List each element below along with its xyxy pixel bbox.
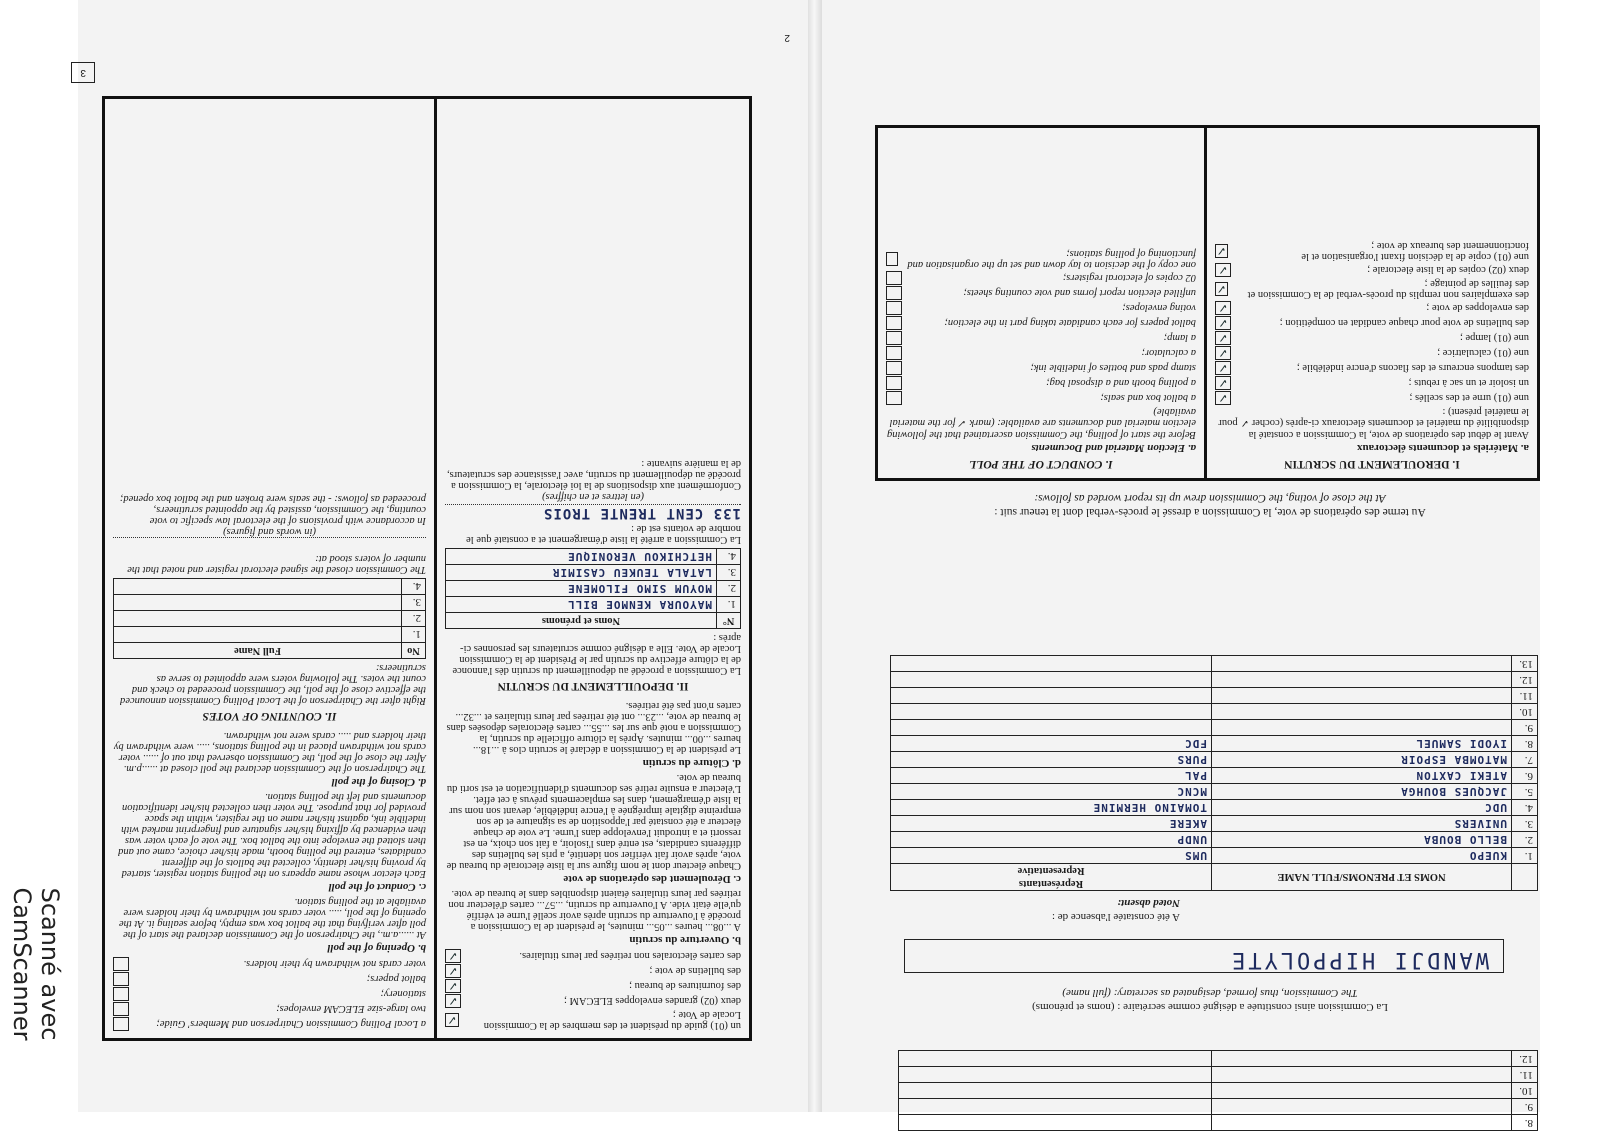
sub-b-fr: b. Ouverture du scrutin bbox=[629, 934, 741, 946]
absent-name bbox=[1212, 655, 1512, 671]
checklist-item bbox=[445, 979, 741, 993]
scr-head-name-fr: Noms et prénoms bbox=[446, 613, 717, 629]
checklist-item bbox=[886, 391, 1196, 405]
empty-cell bbox=[899, 1051, 1212, 1067]
table-row bbox=[899, 1099, 1538, 1115]
checklist-label: des tampons encreurs et des flacons d'encre indélébile ; bbox=[1296, 362, 1529, 374]
table-row bbox=[891, 831, 1538, 847]
text-c-fr: Chaque électeur dont le nom figure sur la liste électorale du bureau de vote, après avoir fait vérifier son identité, a pris les bulletins des différents candidats, est entré dans l'isoloir, a fait son choix, en est ressorti et a introduit l'enveloppe dans l'urne. Le vote de chaque électeur a été constaté par l'apposition de sa signature et de son empreinte digitale imprégnée à l'encre indélébile, devant son nom sur la liste d'émargement, dans les emplacements prévus à cet effet. L'électeur a ensuite retiré ses documents d'identification et est sorti du bureau de vote. bbox=[446, 772, 741, 871]
secretary-label-en: The Commission, thus formed, designated as secretary: (full name) bbox=[1062, 987, 1358, 1000]
checklist-item bbox=[113, 972, 426, 986]
text-d-fr: Le président de la Commission a déclaré le scrutin clos à ...18... heures ...00... minutes. Après la clôture officielle du scrutin, la Commission a noté que sur les ...55... cartes électorales déposées dans le bureau de vote, ...23... ont été retirées par leurs titulaires et ...32... cartes n'ont pas été retirées. bbox=[446, 700, 741, 755]
row-number: 5. bbox=[1512, 783, 1538, 799]
checklist-label: deux (02) copies de la liste électorale ; bbox=[1367, 264, 1529, 276]
scrutineer-name: MOYUM SIMO FILOMENE bbox=[446, 581, 717, 597]
checkbox-icon[interactable] bbox=[445, 949, 461, 963]
row-number: 13. bbox=[1512, 655, 1538, 671]
checklist-item bbox=[1215, 391, 1529, 405]
checklist-label: ballot papers; bbox=[366, 973, 426, 985]
sub-c-fr: c. Déroulement des opérations de vote bbox=[563, 873, 741, 885]
intro-fr: Avant le début des opérations de vote, la Commission a constaté la disponibilité du matériel et documents électoraux ci-après (cocher ✓ pour le matériel présent) : bbox=[1218, 406, 1529, 440]
absent-representative: FDC bbox=[891, 735, 1212, 751]
row-number: 10. bbox=[1512, 703, 1538, 719]
absent-name: JACQUES BOUHGA bbox=[1212, 783, 1512, 799]
table-row bbox=[891, 719, 1538, 735]
close-text-fr: Au terme des opérations de vote, la Commission a dressé le procès-verbal dont la teneur suit : bbox=[994, 506, 1426, 518]
checklist-label: des exemplaires non remplis du procès-verbal de la Commission et des feuilles de pointage ; bbox=[1247, 278, 1529, 300]
checklist-item bbox=[113, 1017, 426, 1031]
checkbox-icon[interactable] bbox=[886, 391, 902, 405]
absent-name: IYODI SAMUEL bbox=[1212, 735, 1512, 751]
checkbox-icon[interactable] bbox=[113, 987, 129, 1001]
absent-name: MATOMBA ESPOIR bbox=[1212, 751, 1512, 767]
absence-label-en: Noted absent: bbox=[1117, 897, 1180, 910]
text-d-en: The Chairperson of the Commission declared the poll closed at ......p.m. After the close of the poll, the Commission observed that out of ...... voter cards not withdrawn placed in the polling stations, ..... were withdrawn by their holders and ..... cards were not withdrawn. bbox=[113, 730, 426, 774]
section-title-fr: I. DEROULEMENT DU SCRUTIN bbox=[1284, 458, 1460, 470]
checklist-label: deux (02) grandes enveloppes ELECAM ; bbox=[564, 995, 741, 1007]
checklist-item bbox=[886, 331, 1196, 345]
section-title-en: I. CONDUCT OF THE POLL bbox=[969, 458, 1113, 470]
checklist-item bbox=[886, 271, 1196, 285]
absence-table bbox=[890, 655, 1538, 891]
row-number: 3. bbox=[717, 565, 741, 581]
absence-col-name: NOMS ET PRENOMS/FULL NAME bbox=[1212, 863, 1512, 890]
checkbox-icon[interactable] bbox=[1215, 244, 1228, 258]
checklist-item bbox=[113, 1002, 426, 1016]
checklist-item bbox=[886, 376, 1196, 390]
checklist-label: a ballot box and seals; bbox=[1100, 392, 1196, 404]
sub-b-en: b. Opening of the poll bbox=[327, 942, 426, 954]
row-number: 6. bbox=[1512, 767, 1538, 783]
checklist-label: a polling booth and a disposal bag; bbox=[1046, 377, 1196, 389]
scr-head-name-en: Full Name bbox=[114, 643, 402, 659]
checklist-label: une (01) calculatrice ; bbox=[1437, 347, 1529, 359]
text-c-en: Each elector whose name appears on the polling station register, started by proving his/her identity, collected the ballots of the different candidates, entered the polling booth, made his/her choice, came out and then slotted the envelope into the ballot box. The vote of each voter was then evidenced by affixing his/her signature and fingerprint marked with indelible ink, against his/her name on the register, within the space provided for that purpose. The voter then collected his/her identification documents and left the polling station. bbox=[118, 791, 426, 879]
absent-representative bbox=[891, 687, 1212, 703]
checkbox-icon[interactable] bbox=[1215, 301, 1231, 315]
row-number: 9. bbox=[1512, 1099, 1538, 1115]
empty-cell bbox=[1212, 1115, 1512, 1131]
row-number: 4. bbox=[1512, 799, 1538, 815]
left-fr-column bbox=[437, 99, 749, 1038]
table-row bbox=[899, 1083, 1538, 1099]
checkbox-icon[interactable] bbox=[1215, 316, 1231, 330]
checklist-item bbox=[886, 361, 1196, 375]
checklist-item bbox=[1215, 361, 1529, 375]
row-number: 8. bbox=[1512, 1115, 1538, 1131]
absence-label-fr: A été constatée l'absence de : bbox=[1051, 911, 1180, 923]
checklist-label: une (01) lampe ; bbox=[1459, 332, 1529, 344]
checklist-item bbox=[886, 301, 1196, 315]
checkbox-icon[interactable] bbox=[886, 286, 902, 300]
checkbox-icon[interactable] bbox=[1215, 282, 1228, 296]
row-number: 4. bbox=[717, 549, 741, 565]
row-number: 1. bbox=[717, 597, 741, 613]
row-number: 4. bbox=[402, 579, 426, 595]
table-row bbox=[446, 597, 741, 613]
absent-name bbox=[1212, 719, 1512, 735]
absent-name bbox=[1212, 671, 1512, 687]
end-text-en: In accordance with provisions of the electoral law specific to vote counting, the Commission, assisted by the appointed scrutineers, proceeded as follows: - the seals were broken and the ballot box opened; bbox=[119, 493, 426, 526]
checkbox-icon[interactable] bbox=[113, 1002, 129, 1016]
scrutineer-name: LATALA TEUKEU CASIMIR bbox=[446, 565, 717, 581]
checklist-label: a calculator; bbox=[1141, 347, 1196, 359]
table-row bbox=[114, 627, 426, 643]
scrutineers-table-fr bbox=[445, 548, 741, 629]
table-row bbox=[891, 735, 1538, 751]
checklist-item bbox=[886, 248, 1196, 270]
scrutineer-name bbox=[114, 579, 402, 595]
text-ii-fr: La Commission a procédé au dépouillement du scrutin dès l'annonce de la clôture effective du scrutin par le Président de la Commission Locale de Vote. Elle a désigné comme scrutateurs les personnes ci-après : bbox=[452, 632, 741, 676]
sub-c-en: c. Conduct of the poll bbox=[328, 881, 426, 893]
sub-a-en: a. Election Material and Documents bbox=[1031, 442, 1196, 454]
checkbox-icon[interactable] bbox=[445, 994, 461, 1008]
secretary-name: WANDJI HIPPOLYTE bbox=[1229, 947, 1489, 972]
checklist-item bbox=[1215, 240, 1529, 262]
absent-name bbox=[1212, 703, 1512, 719]
absence-col-rep: Représentants Representative bbox=[891, 863, 1212, 890]
camscanner-watermark bbox=[6, 796, 66, 1096]
checklist-label: des bulletins de vote pour chaque candidat en compétition ; bbox=[1279, 317, 1529, 329]
section-title2-en: II. COUNTING OF VOTES bbox=[202, 710, 337, 722]
checklist-item bbox=[886, 286, 1196, 300]
checklist-item bbox=[1215, 331, 1529, 345]
conduct-fr-column bbox=[1207, 128, 1537, 478]
checklist-label: 02 copies of electoral registers; bbox=[1062, 272, 1196, 284]
checklist-item bbox=[445, 1009, 741, 1031]
checkbox-icon[interactable] bbox=[886, 376, 902, 390]
checkbox-icon[interactable] bbox=[113, 1017, 129, 1031]
empty-cell bbox=[899, 1067, 1212, 1083]
row-number: 3. bbox=[402, 595, 426, 611]
checkbox-icon[interactable] bbox=[445, 979, 461, 993]
checklist-label: a lamp; bbox=[1163, 332, 1196, 344]
empty-cell bbox=[899, 1083, 1212, 1099]
checklist-item bbox=[445, 994, 741, 1008]
checklist-label: voting envelopes; bbox=[1122, 302, 1196, 314]
page-number-right: 2 bbox=[784, 32, 790, 43]
checklist-item bbox=[113, 987, 426, 1001]
absent-name: BELLO BOUBA bbox=[1212, 831, 1512, 847]
row-number: 9. bbox=[1512, 719, 1538, 735]
row-number: 7. bbox=[1512, 751, 1538, 767]
table-row bbox=[891, 671, 1538, 687]
scr-head-num-en: No bbox=[402, 643, 426, 659]
checklist-label: des enveloppes de vote ; bbox=[1426, 302, 1529, 314]
table-row bbox=[891, 847, 1538, 863]
absent-representative: TOMAINO HERMINE bbox=[891, 799, 1212, 815]
table-row bbox=[891, 687, 1538, 703]
checkbox-icon[interactable] bbox=[445, 964, 461, 978]
scrutineer-name bbox=[114, 595, 402, 611]
row-number: 1. bbox=[402, 627, 426, 643]
checklist-label: une (01) urne et des scellés ; bbox=[1409, 392, 1529, 404]
absent-representative: UMS bbox=[891, 847, 1212, 863]
absent-name bbox=[1212, 687, 1512, 703]
absent-name: ATEKI CAXTON bbox=[1212, 767, 1512, 783]
table-row bbox=[891, 767, 1538, 783]
checklist-label: un isoloir et un sac à rebuts ; bbox=[1408, 377, 1529, 389]
absent-representative bbox=[891, 719, 1212, 735]
scr-head-num-fr: N° bbox=[717, 613, 741, 629]
left-page-section-box bbox=[102, 96, 752, 1041]
checklist-label: voter cards not withdrawn by their holders. bbox=[243, 958, 426, 970]
row-number: 11. bbox=[1512, 687, 1538, 703]
table-row bbox=[899, 1051, 1538, 1067]
voters-text-en: The Commission closed the signed electoral register and noted that the number of voters stood at: bbox=[127, 553, 426, 575]
conduct-en-column bbox=[878, 128, 1207, 478]
checklist-label: une (01) copie de la décision fixant l'organisation et le fonctionnement des bureaux de vote ; bbox=[1301, 240, 1529, 262]
checklist-label: stamp pads and bottles of indelible ink; bbox=[1030, 362, 1196, 374]
sub-a-fr: a. Matériels et documents électoraux bbox=[1357, 442, 1529, 454]
camscanner-text: Scanné avec CamScanner bbox=[8, 887, 64, 1041]
table-row bbox=[899, 1115, 1538, 1131]
checkbox-icon[interactable] bbox=[886, 346, 902, 360]
scrutineer-name: MAYOURA KENMOE BILL bbox=[446, 597, 717, 613]
voters-text-fr: La Commission a arrêté la liste d'émargement et a constaté que le nombre de votants est de : bbox=[466, 523, 741, 545]
text-ii-en: Right after the Chairperson of the Local Polling Commission announced the effective close of the poll, the Commission proceeded to check and count the votes. The following voters were appointed to serve as scrutineers: bbox=[120, 662, 426, 706]
text-b-en: At ......a.m., the Chairperson of the Commission declared the start of the poll after verifying that the ballot box was empty, before sealing it. At the opening of the poll, ..... voter cards not withdrawn by their holders were available at the polling station. bbox=[118, 896, 426, 940]
scrutineer-name bbox=[114, 627, 402, 643]
table-row bbox=[891, 655, 1538, 671]
row-number: 1. bbox=[1512, 847, 1538, 863]
checklist-item bbox=[1215, 301, 1529, 315]
absent-representative: PURS bbox=[891, 751, 1212, 767]
empty-cell bbox=[899, 1099, 1212, 1115]
checkbox-icon[interactable] bbox=[886, 316, 902, 330]
checklist-label: unfilled election report forms and vote counting sheets; bbox=[963, 287, 1196, 299]
checkbox-icon[interactable] bbox=[1215, 331, 1231, 345]
checklist-label: des cartes électorales non retirées par leurs titulaires. bbox=[519, 950, 741, 962]
checklist-item bbox=[1215, 278, 1529, 300]
scrutineer-name: HETCHIKOU VERONIQUE bbox=[446, 549, 717, 565]
voters-note-en: (in words and figures) bbox=[223, 526, 316, 537]
sub-d-en: d. Closing of the poll bbox=[331, 776, 426, 788]
empty-cell bbox=[1212, 1099, 1512, 1115]
absent-name: UDC bbox=[1212, 799, 1512, 815]
table-row bbox=[891, 783, 1538, 799]
voters-value-fr: 133 CENT TRENTE TROIS bbox=[445, 504, 741, 521]
checklist-item bbox=[1215, 316, 1529, 330]
row-number: 2. bbox=[402, 611, 426, 627]
absent-representative: AKERE bbox=[891, 815, 1212, 831]
table-row bbox=[891, 799, 1538, 815]
row-number: 11. bbox=[1512, 1067, 1538, 1083]
intro-en: Before the start of polling, the Commission ascertained that the following election material and documents are available: (mark ✓ for the material available) bbox=[886, 406, 1196, 440]
checkbox-icon[interactable] bbox=[886, 361, 902, 375]
table-row bbox=[114, 595, 426, 611]
checklist-label: stationery; bbox=[380, 988, 426, 1000]
checkbox-icon[interactable] bbox=[113, 957, 129, 971]
checkbox-icon[interactable] bbox=[886, 301, 902, 315]
table-row bbox=[891, 815, 1538, 831]
sub-d-fr: d. Clôture du scrutin bbox=[642, 757, 741, 769]
scrutineer-name bbox=[114, 611, 402, 627]
page-number-left: 3 bbox=[71, 62, 95, 83]
checklist-item bbox=[1215, 263, 1529, 277]
secretary-name-box bbox=[904, 939, 1504, 973]
table-row bbox=[446, 581, 741, 597]
scrutineers-table-en bbox=[113, 578, 426, 659]
table-row bbox=[891, 751, 1538, 767]
top-members-table bbox=[898, 1050, 1538, 1131]
checklist-item bbox=[886, 316, 1196, 330]
checkbox-icon[interactable] bbox=[1215, 376, 1231, 390]
checkbox-icon[interactable] bbox=[1215, 361, 1231, 375]
left-en-column bbox=[105, 99, 437, 1038]
voters-value-line-en bbox=[113, 537, 426, 553]
absent-name: KUEPO bbox=[1212, 847, 1512, 863]
table-row bbox=[446, 549, 741, 565]
secretary-label-fr: La Commission ainsi constituée a désigné comme secrétaire : (noms et prénoms) bbox=[1032, 1001, 1388, 1013]
table-row bbox=[891, 703, 1538, 719]
checklist-label: ballot papers for each candidate taking part in the election; bbox=[944, 317, 1196, 329]
checklist-item bbox=[445, 964, 741, 978]
absent-representative: MCNC bbox=[891, 783, 1212, 799]
absent-representative bbox=[891, 655, 1212, 671]
checklist-label: un (01) guide du président et des membres de la Commission Locale de Vote ; bbox=[483, 1009, 741, 1031]
absent-representative bbox=[891, 671, 1212, 687]
close-text-en: At the close of voting, the Commission drew up its report worded as follows: bbox=[1034, 491, 1386, 504]
end-text-fr: Conformément aux dispositions de la loi électorale, la Commission a procédé au dépouillement du scrutin, avec l'assistance des scrutateurs, de la manière suivante : bbox=[446, 458, 741, 491]
checkbox-icon[interactable] bbox=[1215, 263, 1231, 277]
checkbox-icon[interactable] bbox=[113, 972, 129, 986]
checkbox-icon[interactable] bbox=[445, 1013, 459, 1027]
checklist-item bbox=[1215, 346, 1529, 360]
checklist-item bbox=[113, 957, 426, 971]
checkbox-icon[interactable] bbox=[1215, 391, 1231, 405]
checklist-item bbox=[445, 949, 741, 963]
table-row bbox=[899, 1067, 1538, 1083]
row-number: 2. bbox=[1512, 831, 1538, 847]
text-b-fr: A ...08... heures ...05... minutes, le président de la Commission a procédé à l'ouverture du scrutin après avoir scellé l'urne et vérifié qu'elle était vide. A l'ouverture du scrutin, ...57... cartes d'électeur non retirées par leurs titulaires étaient disponibles dans le bureau de vote. bbox=[448, 888, 741, 932]
empty-cell bbox=[1212, 1083, 1512, 1099]
checkbox-icon[interactable] bbox=[886, 331, 902, 345]
row-number: 2. bbox=[717, 581, 741, 597]
row-number: 12. bbox=[1512, 671, 1538, 687]
checklist-label: two large-size ELECAM envelopes; bbox=[276, 1003, 426, 1015]
voters-note-fr: (en lettres et en chiffres) bbox=[542, 491, 644, 502]
checklist-label: des fournitures de bureau ; bbox=[629, 980, 741, 992]
table-row bbox=[114, 579, 426, 595]
empty-cell bbox=[899, 1115, 1212, 1131]
row-number: 3. bbox=[1512, 815, 1538, 831]
checkbox-icon[interactable] bbox=[886, 271, 902, 285]
absent-representative bbox=[891, 703, 1212, 719]
row-number: 12. bbox=[1512, 1051, 1538, 1067]
row-number: 10. bbox=[1512, 1083, 1538, 1099]
empty-cell bbox=[1212, 1051, 1512, 1067]
checkbox-icon[interactable] bbox=[1215, 346, 1231, 360]
checkbox-icon[interactable] bbox=[886, 252, 898, 266]
checklist-item bbox=[886, 346, 1196, 360]
section-title2-fr: II. DEPOUILLEMENT DU SCRUTIN bbox=[497, 680, 689, 692]
checklist-item bbox=[1215, 376, 1529, 390]
absent-representative: PAL bbox=[891, 767, 1212, 783]
empty-cell bbox=[1212, 1067, 1512, 1083]
absent-representative: UNDP bbox=[891, 831, 1212, 847]
absent-name: UNIVERS bbox=[1212, 815, 1512, 831]
checklist-label: des bulletins de vote ; bbox=[649, 965, 741, 977]
row-number: 8. bbox=[1512, 735, 1538, 751]
checklist-label: one copy of the decision to lay down and set up the organisation and functioning of polling stations; bbox=[907, 248, 1196, 270]
table-row bbox=[446, 565, 741, 581]
conduct-section-box bbox=[875, 125, 1540, 481]
table-row bbox=[114, 611, 426, 627]
checklist-label: a Local Polling Commission Chairperson and Members' Guide; bbox=[156, 1018, 426, 1030]
